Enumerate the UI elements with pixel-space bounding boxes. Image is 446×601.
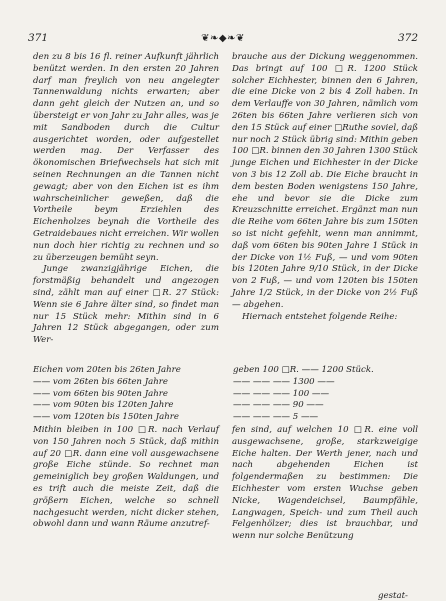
table-row-value: —— —— —— 1300 —— [233,376,335,387]
bottom-right-column [232,425,418,543]
bottom-right-paragraph: fen sind, auf welchen 10 □R. eine voll ausgewachsene, große, starkzweigige Eiche halten. Der Werth jener, nach und nach abgehenden Eichen ist folgendermaßen zu bestimmen: Die Eichhester vom ersten Wuchse geben Nicke, Wagendeichsel, Baumpfähle, Langwagen, Speich- und zum Theil auch Felgenhölzer; dies ist brauchbar, und wenn nur solche Benützung [232,425,418,542]
header-ornament: ❦❧◆❧❦ [201,32,245,44]
table-row-value: —— —— —— 5 —— [233,412,319,423]
table-row-label: —— vom 26ten bis 66ten Jahre [33,376,168,387]
right-paragraph-2: Hiernach entstehet folgende Reihe: [242,311,398,322]
table-row-value: —— —— —— 100 —— [233,388,330,399]
bottom-left-column [33,425,219,531]
table-row [33,389,418,401]
table-row [33,365,418,377]
table-row [33,377,418,389]
table-row-label: —— vom 66ten bis 90ten Jahre [33,388,168,399]
table-row-value: —— —— —— 90 —— [233,400,324,411]
left-paragraph-2: Junge zwanzigjährige Eichen, die forstmäßig behandelt und angezogen sind, zählt man auf einer □R. 27 Stück: Wenn sie 6 Jahre älter sind, so findet man nur 15 Stück mehr: Mithin sind in 6 Jahren 12 Stück abgegangen, oder zum Wer- [33,264,219,346]
left-column [33,52,219,347]
table-row [33,412,418,424]
left-page-number: 371 [28,32,49,44]
page-header [28,30,418,46]
right-paragraph-1: brauche aus der Dickung weggenommen. Das bringt auf 100 □R. 1200 Stück solcher Eichhester, binnen den 6 Jahren, die eine Dicke von 2 bis 4 Zoll haben. In dem Verlauffe von 30 Jahren, nämlich vom 26ten bis 66ten Jahre verlieren sich von den 15 Stück auf einer □Ruthe soviel, daß nur noch 2 Stück übrig sind: Mithin geben 100 □R. binnen den 30 Jahren 1300 Stück junge Eichen und Eichhester in der Dicke von 3 bis 12 Zoll ab. Die Eiche braucht in dem besten Boden wenigstens 150 Jahre, ehe und bevor sie die Dicke zum Kreuzschnitte erreichet. Ergänzt man nun die Reihe vom 66ten Jahre bis zum 150ten so ist nicht gefehlt, wenn man annimmt, daß vom 66ten bis 90ten Jahre 1 Stück in der Dicke von 1½ Fuß, — und vom 90ten bis 120ten Jahre 9/10 Stück, in der Dicke von 2 Fuß, — und vom 120ten bis 150ten Jahre 1/2 Stück, in der Dicke von 2½ Fuß — abgehen. [232,52,418,310]
right-column [232,52,418,323]
table-row-label: —— vom 90ten bis 120ten Jahre [33,400,174,411]
catchword: gestat- [378,591,408,601]
table-row-label: —— vom 120ten bis 150ten Jahre [33,412,179,423]
left-paragraph-1: den zu 8 bis 16 fl. reiner Aufkunft jährlich benützt werden. In den ersten 20 Jahren darf man freylich von neu angelegter Tannenwaldung nichts erwarten; aber dann geht gleich der Nutzen an, und so übersteigt er von Jahr zu Jahr alles, was je mit Sandboden durch die Cultur ausgerichtet worden, oder aufgestellet werden mag. Der Verfasser des ökonomischen Briefwechsels hat sich mit seinen Rechnungen an die Tannen nicht gewagt; aber von den Eichen ist es ihm wahrscheinlicher geweßen, daß die Vortheile beym Erziehlen des Eichenholzes beynah die Vortheile des Getraidebaues nicht erreichen. Wir wollen nun doch hier richtig zu rechnen und so zu überzeugen bemüht seyn. [33,52,219,263]
table-row-value: geben 100 □R. —— 1200 Stück. [233,365,374,375]
table-row-label: Eichen vom 20ten bis 26ten Jahre [33,365,181,375]
table-row [33,400,418,412]
yield-table [33,365,418,424]
bottom-left-paragraph: Mithin bleiben in 100 □R. nach Verlauf von 150 Jahren noch 5 Stück, daß mithin auf 20 □R. dann eine voll ausgewachsene große Eiche stünde. So rechnet man gemeiniglich bey großen Waldungen, und es trift auch die meiste Zeit, daß die größern Eichen, welche so schnell nachgesucht werden, nicht dicker stehen, obwohl dann und wann Räume anzutref- [33,425,219,530]
right-page-number: 372 [397,32,418,44]
